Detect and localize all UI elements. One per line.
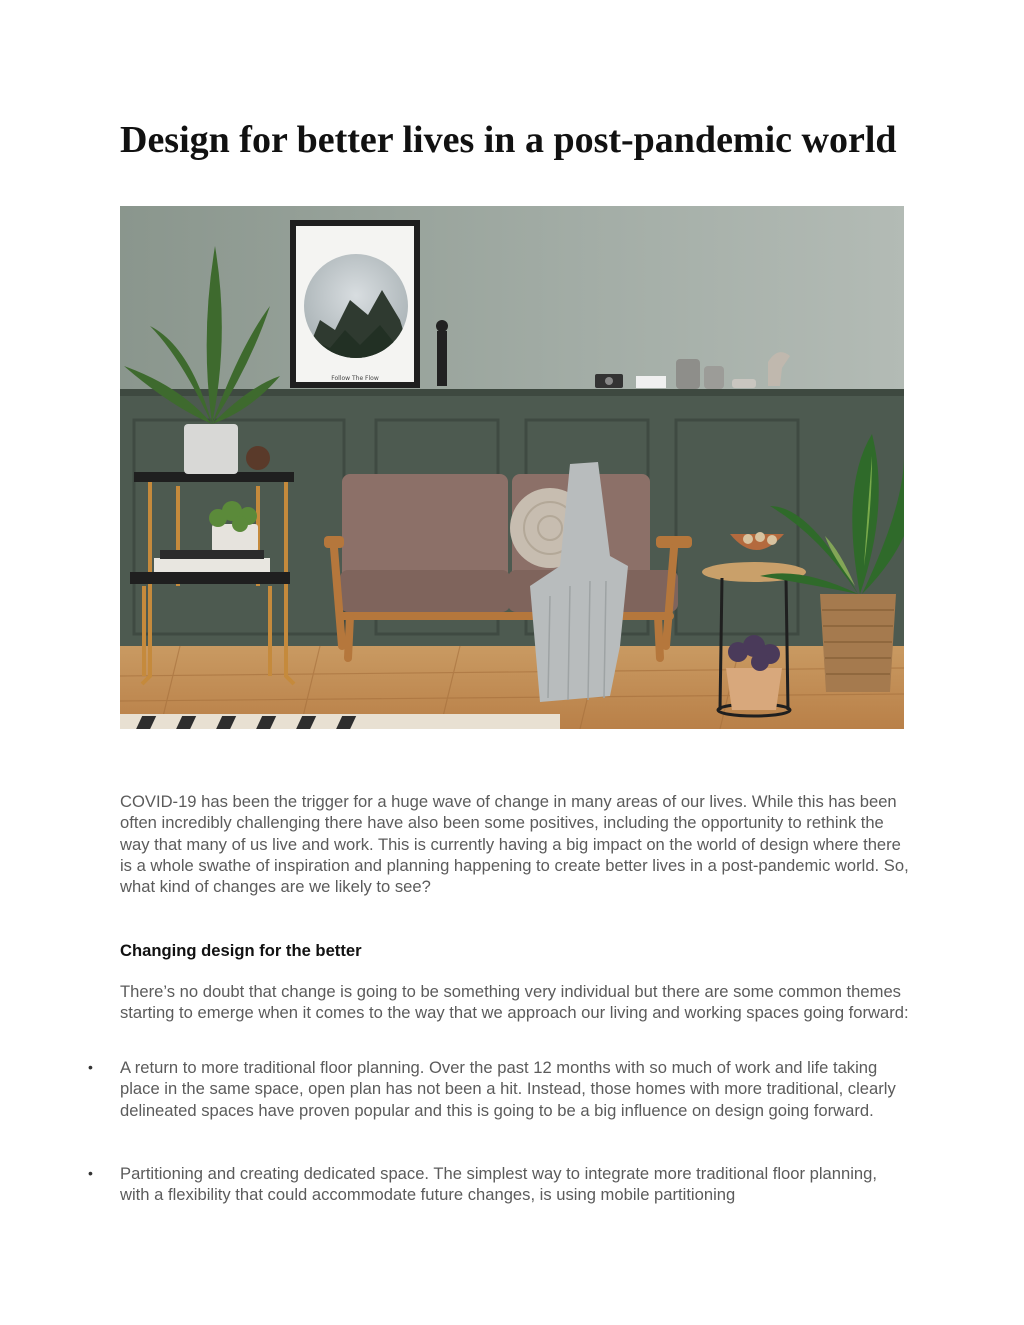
hero-caption: Follow The Flow [331,375,379,382]
bullet-marker: • [88,1059,93,1075]
list-item: Partitioning and creating dedicated space. The simplest way to integrate more traditional floor planning, with a flexibility that could accommodate future changes, is using mobile partitioning [120,1164,877,1205]
page-title: Design for better lives in a post-pandemic world [120,119,897,161]
list-item: A return to more traditional floor planning. Over the past 12 months with so much of work and life taking place in the same space, open plan has not been a hit. Instead, those homes with more traditional, clearly delineated spaces have proven popular and this is going to be a big influence on design going forward. [120,1058,896,1120]
intro-paragraph: COVID-19 has been the trigger for a huge wave of change in many areas of our lives. While this has been often incredibly challenging there have also been some positives, including the opportunity to rethink the way that many of us live and work. This is currently having a big impact on the world of design where there is a whole swathe of inspiration and planning happening to create better lives in a post-pandemic world. So, what kind of changes are we likely to see? [120,792,909,897]
section-intro-paragraph: There’s no doubt that change is going to be something very individual but there are some common themes starting to emerge when it comes to the way that we approach our living and working spaces going forward: [120,982,909,1023]
section-heading: Changing design for the better [120,941,362,960]
hero-image [120,206,904,729]
bullet-marker: • [88,1165,93,1181]
